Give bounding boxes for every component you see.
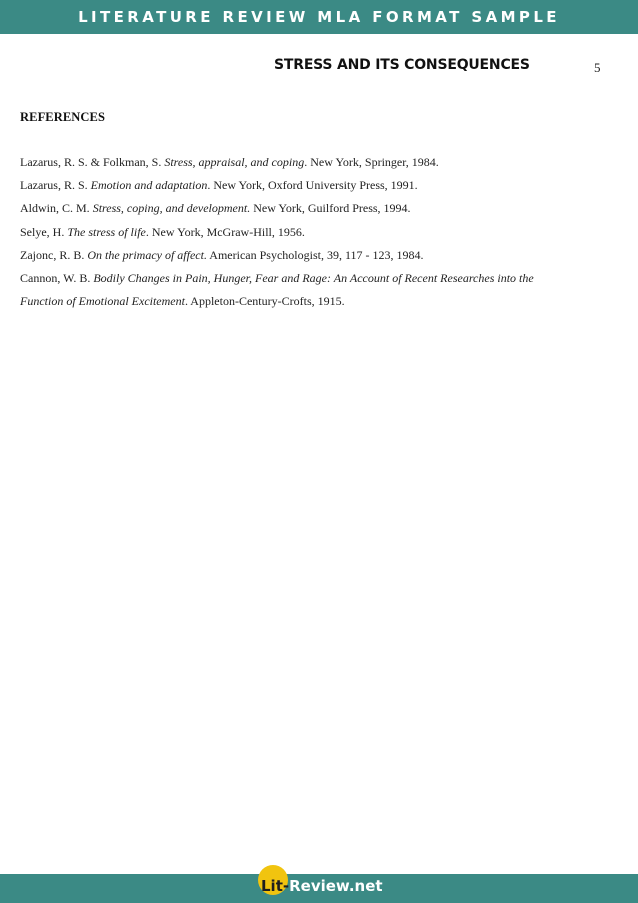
reference-title: The stress of life — [67, 224, 146, 239]
reference-author: Selye, H. — [20, 224, 68, 239]
logo-text-lit: Lit- — [261, 877, 290, 895]
reference-entry — [20, 197, 620, 220]
top-banner — [0, 0, 638, 34]
reference-title: Emotion and adaptation — [90, 178, 208, 193]
reference-title: On the primacy of affect. — [87, 247, 207, 262]
site-logo[interactable] — [258, 865, 383, 903]
references-list — [20, 151, 620, 313]
reference-title: Stress, appraisal, and coping — [164, 155, 305, 169]
reference-author: Zajonc, R. B. — [20, 247, 88, 262]
logo-text-review: Review.net — [289, 877, 383, 895]
reference-entry — [20, 174, 620, 197]
reference-title: Bodily Changes in Pain, Hunger, Fear and Rage: An Account of Recent Researches into the — [93, 271, 534, 286]
reference-entry — [20, 221, 620, 244]
reference-publication: . New York, Springer, 1984. — [304, 155, 439, 169]
reference-entry — [20, 151, 620, 174]
reference-publication: New York, Guilford Press, 1994. — [250, 201, 411, 216]
reference-entry — [20, 267, 620, 290]
reference-publication: . New York, Oxford University Press, 1991. — [207, 178, 418, 193]
reference-publication: . Appleton-Century-Crofts, 1915. — [184, 294, 345, 309]
reference-author: Lazarus, R. S. — [20, 178, 91, 193]
reference-publication: American Psychologist, 39, 117 - 123, 1984. — [206, 247, 424, 262]
reference-publication: . New York, McGraw-Hill, 1956. — [145, 224, 305, 239]
reference-entry — [20, 244, 620, 267]
running-head: STRESS AND ITS CONSEQUENCES — [274, 57, 530, 73]
banner-title: LITERATURE REVIEW MLA FORMAT SAMPLE — [78, 8, 560, 26]
reference-title: Function of Emotional Excitement — [20, 294, 185, 309]
logo-text — [258, 877, 383, 895]
reference-title: Stress, coping, and development. — [92, 201, 251, 216]
reference-author: Aldwin, C. M. — [20, 201, 93, 216]
page-number: 5 — [594, 60, 601, 75]
reference-author: Cannon, W. B. — [20, 271, 94, 286]
references-heading: REFERENCES — [20, 110, 106, 124]
reference-entry-continued — [20, 290, 620, 313]
reference-author: Lazarus, R. S. & Folkman, S. — [20, 155, 165, 169]
